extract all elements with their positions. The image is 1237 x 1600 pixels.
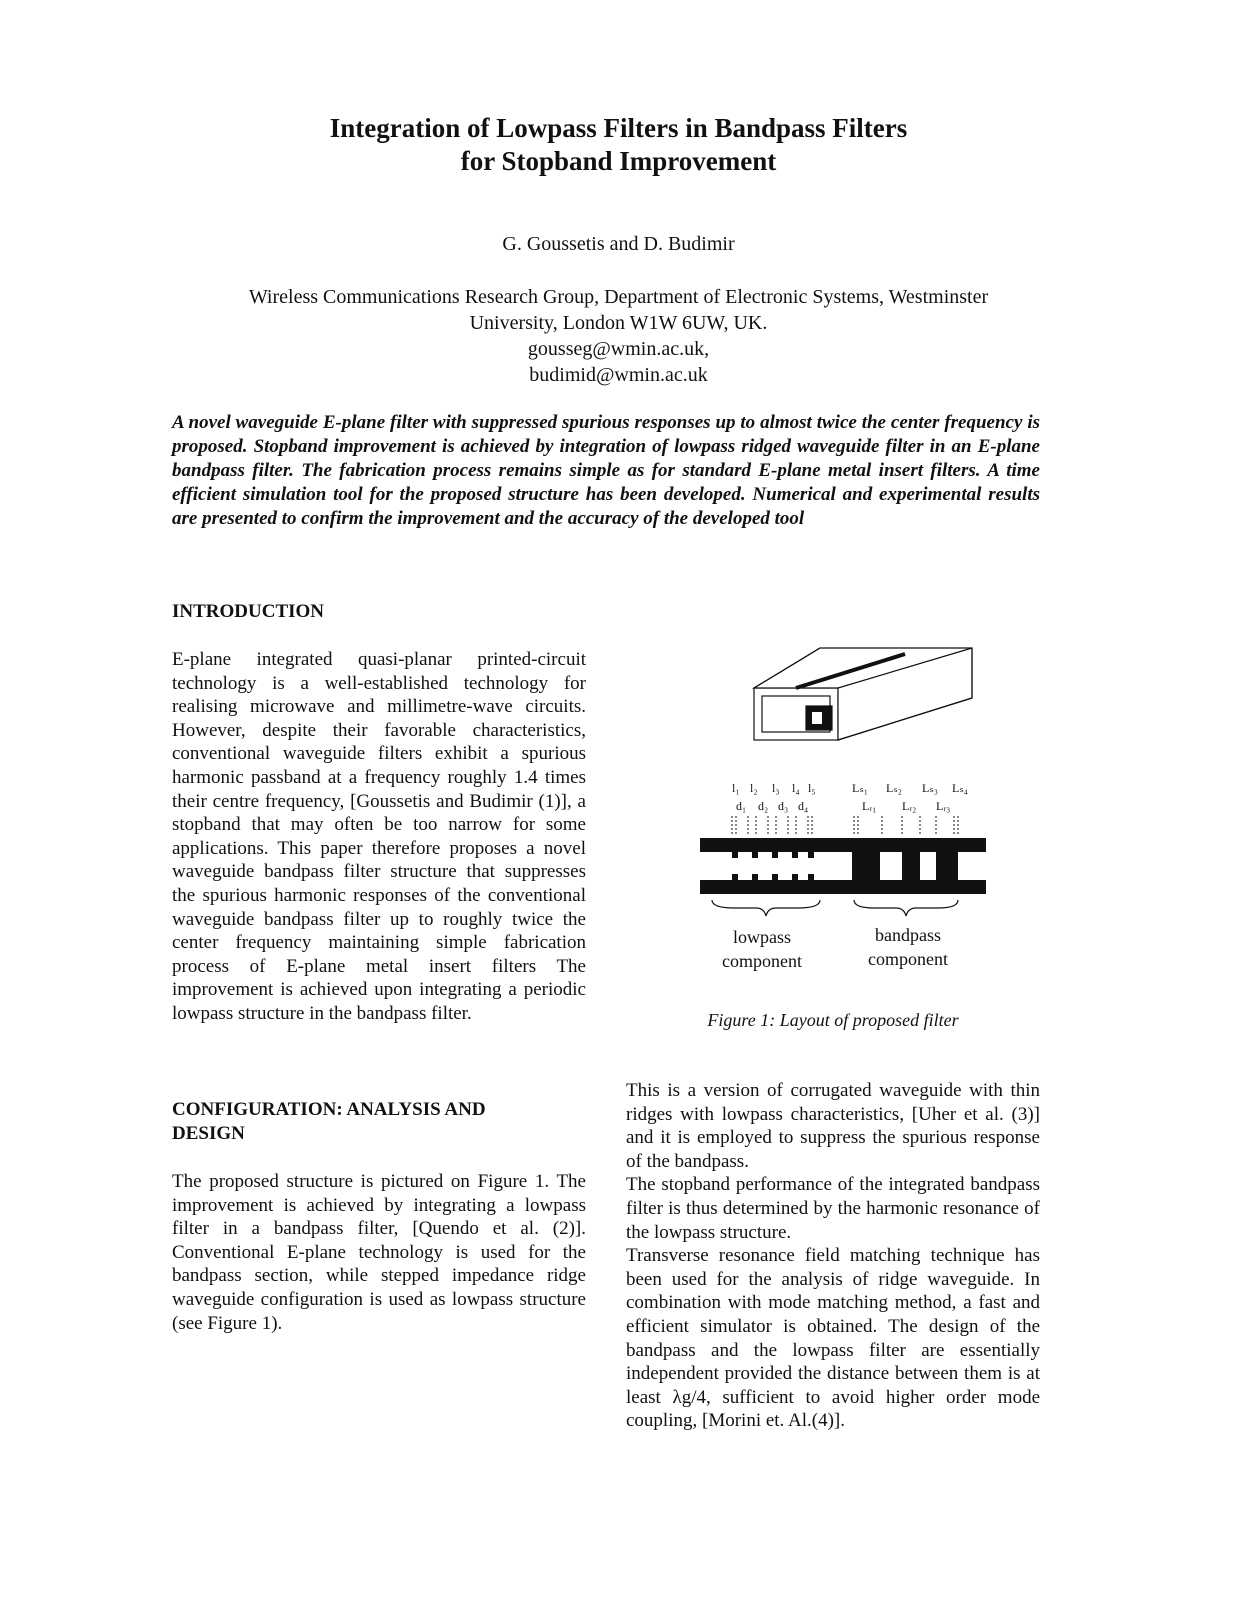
label-l3: l₃ — [772, 781, 780, 795]
title-line-1: Integration of Lowpass Filters in Bandpass Filters — [329, 113, 908, 143]
affiliation-line-2: University, London W1W 6UW, UK. — [469, 312, 768, 334]
label-lr1: Lᵣ₁ — [862, 799, 877, 813]
title-line-2: for Stopband Improvement — [460, 146, 777, 176]
label-lr3: Lᵣ₃ — [936, 799, 951, 813]
lowpass-label-line-1: lowpass — [733, 927, 791, 947]
label-ls1: Lₛ₁ — [852, 781, 868, 795]
septum-2 — [902, 852, 920, 880]
affiliation-line-1: Wireless Communications Research Group, Department of Electronic Systems, Westminster — [248, 286, 989, 308]
lowpass-component-label — [692, 925, 832, 973]
lowpass-label-line-2: component — [722, 951, 802, 971]
label-ls3: Lₛ₃ — [922, 781, 938, 795]
bandpass-label-line-1: bandpass — [875, 925, 941, 945]
label-d2: d₂ — [758, 799, 769, 813]
email-1[interactable]: gousseg@wmin.ac.uk, — [527, 338, 710, 360]
label-d1: d₁ — [736, 799, 747, 813]
email-2[interactable]: budimid@wmin.ac.uk — [529, 364, 708, 386]
configuration-heading-line-2: DESIGN — [172, 1123, 245, 1144]
configuration-text: The proposed structure is pictured on Figure 1. The improvement is achieved by integrating a lowpass filter in a bandpass filter, [Quendo et al. (2)]. Conventional E-plane technology is used for the bandpass section, while stepped impedance ridge waveguide configuration is used as lowpass structure (see Figure 1). — [172, 1171, 586, 1334]
bandpass-brace — [854, 900, 958, 916]
introduction-heading: INTRODUCTION — [172, 601, 325, 622]
introduction-text: E-plane integrated quasi-planar printed-circuit technology is a well-established technology for realising microwave and millimetre-wave circuits. However, despite their favorable characteristics, conventional waveguide filters exhibit a spurious harmonic passband at a frequency roughly 1.4 times their centre frequency, [Goussetis and Budimir (1)], a stopband that may often be too narrow for some applications. This paper therefore proposes a novel waveguide bandpass filter structure that suppresses the spurious harmonic responses of the conventional waveguide bandpass filter up to roughly twice the center frequency maintaining simple fabrication process of E-plane metal insert filters The improvement is achieved upon integrating a periodic lowpass structure in the bandpass filter. — [172, 649, 586, 1024]
label-d3: d₃ — [778, 799, 789, 813]
bandpass-component-label — [838, 923, 978, 971]
septum-3 — [936, 852, 958, 880]
introduction-section — [172, 600, 586, 624]
label-l5: l₅ — [808, 781, 816, 795]
top-wall — [700, 838, 986, 852]
label-d4: d₄ — [798, 799, 809, 813]
label-ls2: Lₛ₂ — [886, 781, 902, 795]
right-paragraph-1: This is a version of corrugated waveguide with thin ridges with lowpass characteristics, [Uher et al. (3)] and it is employed to suppress the spurious response of the bandpass. — [626, 1080, 1040, 1172]
figure-1-diagram — [690, 640, 1010, 960]
filter-layout — [700, 838, 986, 894]
figure-1-caption: Figure 1: Layout of proposed filter — [707, 1010, 959, 1030]
introduction-body — [172, 648, 586, 1026]
affiliation — [150, 284, 1087, 388]
right-column-text — [626, 1079, 1040, 1433]
authors: G. Goussetis and D. Budimir — [502, 233, 735, 255]
bandpass-label-line-2: component — [868, 949, 948, 969]
septum-1 — [852, 852, 880, 880]
right-paragraph-2: The stopband performance of the integrated bandpass filter is thus determined by the harmonic resonance of the lowpass structure. — [626, 1174, 1040, 1243]
right-paragraph-3: Transverse resonance field matching technique has been used for the analysis of ridge waveguide. In combination with mode matching method, a fast and efficient simulator is obtained. The design of the bandpass and the lowpass filter are essentially independent provided the distance between them is at least λg/4, sufficient to avoid higher order mode coupling, [Morini et. Al.(4)]. — [626, 1245, 1040, 1432]
bottom-wall — [700, 880, 986, 894]
configuration-section — [172, 1098, 586, 1146]
label-l4: l₄ — [792, 781, 800, 795]
label-ls4: Lₛ₄ — [952, 781, 968, 795]
configuration-body — [172, 1170, 586, 1335]
label-lr2: Lᵣ₂ — [902, 799, 917, 813]
configuration-heading-line-1: CONFIGURATION: ANALYSIS AND — [172, 1099, 486, 1120]
waveguide-3d-view — [754, 648, 972, 740]
paper-title — [150, 112, 1087, 178]
label-l2: l₂ — [750, 781, 758, 795]
waveguide-top-side — [754, 648, 972, 740]
lowpass-brace — [712, 900, 820, 916]
abstract: A novel waveguide E-plane filter with suppressed spurious responses up to almost twice the center frequency is proposed. Stopband improvement is achieved by integration of lowpass ridged waveguide filter in an E-plane bandpass filter. The fabrication process remains simple as for standard E-plane metal insert filters. A time efficient simulation tool for the proposed structure has been developed. Numerical and experimental results are presented to confirm the improvement and the accuracy of the developed tool — [172, 412, 1040, 529]
label-l1: l₁ — [732, 781, 740, 795]
